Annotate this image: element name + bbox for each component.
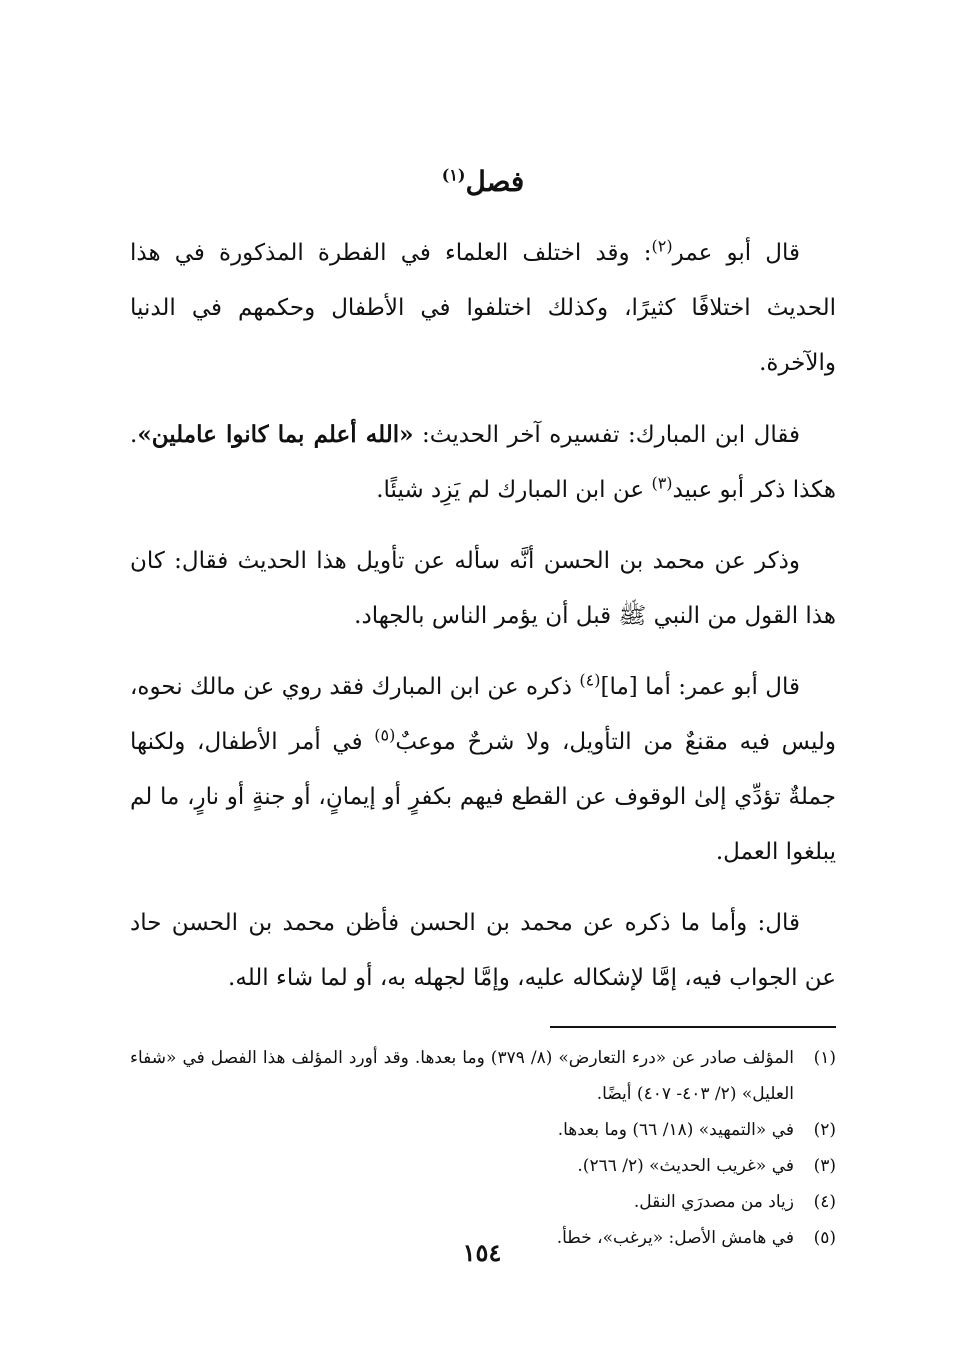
paragraph-3 (130, 534, 836, 644)
footnote-item (130, 1148, 836, 1184)
footnote-ref: (٣) (651, 473, 673, 493)
footnote-text: في «التمهيد» (١٨/ ٦٦) وما بعدها. (557, 1120, 794, 1140)
footnote-number: (٥) (813, 1228, 836, 1248)
footnote-ref: (٥) (374, 725, 396, 745)
paragraph-1 (130, 226, 836, 391)
page-number: ١٥٤ (462, 1238, 502, 1267)
heading-footnote-ref: (١) (441, 165, 466, 185)
footnote-number: (٤) (813, 1192, 836, 1212)
footnotes-list (130, 1040, 836, 1256)
footnote-text: زياد من مصدرَي النقل. (633, 1192, 794, 1212)
footnote-text: في «غريب الحديث» (٢/ ٢٦٦). (577, 1156, 794, 1176)
section-heading (130, 160, 836, 204)
paragraph-4 (130, 660, 836, 880)
paragraph-2 (130, 407, 836, 518)
paragraph-text: قال أبو عمر (672, 240, 800, 266)
paragraph-text: فقال ابن المبارك: تفسيره آخر الحديث: (413, 422, 800, 448)
paragraph-text: . هكذا ذكر أبو عبيد (130, 422, 836, 503)
footnote-number: (١) (813, 1048, 836, 1068)
paragraph-text: في أمر الأطفال، ولكنها جملةٌ تؤدِّي إلىٰ الوقوف عن القطع فيهم بكفرٍ أو إيمانٍ، أو جنةٍ أو نارٍ، ما لم يبلغوا العمل. (130, 729, 836, 865)
paragraph-text: عن ابن المبارك لم يَزِد شيئًا. (376, 477, 652, 503)
paragraph-text: : وقد اختلف العلماء في الفطرة المذكورة في هذا الحديث اختلافًا كثيرًا، وكذلك اختلفوا في الأطفال وحكمهم في الدنيا والآخرة. (130, 240, 836, 376)
footnote-text: في هامش الأصل: «يرغب»، خطأ. (556, 1228, 794, 1248)
footnote-item (130, 1040, 836, 1112)
paragraph-text: قال: وأما ما ذكره عن محمد بن الحسن فأظن محمد بن الحسن حاد عن الجواب فيه، إمَّا لإشكاله عليه، وإمَّا لجهله به، أو لما شاء الله. (130, 910, 836, 991)
paragraph-text: قال أبو عمر: أما [ما] (600, 674, 800, 700)
page-body (130, 160, 836, 1256)
footnote-text: المؤلف صادر عن «درء التعارض» (٨/ ٣٧٩) وما بعدها. وقد أورد المؤلف هذا الفصل في «شفاء العليل» (٢/ ٤٠٣- ٤٠٧) أيضًا. (130, 1048, 794, 1104)
footnote-number: (٢) (813, 1120, 836, 1140)
paragraph-5 (130, 896, 836, 1006)
hadith-quote: «الله أعلم بما كانوا عاملين» (137, 421, 414, 448)
footnote-number: (٣) (813, 1156, 836, 1176)
heading-text: فصل (465, 165, 525, 198)
footnote-item (130, 1112, 836, 1148)
footnote-ref: (٢) (651, 236, 673, 256)
paragraph-text: ذكره عن ابن المبارك فقد روي عن مالك نحوه، وليس فيه مقنعٌ من التأويل، ولا شرحٌ موعبٌ (130, 674, 836, 755)
footnote-ref: (٤) (579, 670, 601, 690)
paragraph-text: وذكر عن محمد بن الحسن أنَّه سأله عن تأويل هذا الحديث فقال: كان هذا القول من النبي ﷺ قبل أن يؤمر الناس بالجهاد. (130, 548, 836, 629)
footnote-item (130, 1184, 836, 1220)
footnote-divider (550, 1026, 836, 1028)
